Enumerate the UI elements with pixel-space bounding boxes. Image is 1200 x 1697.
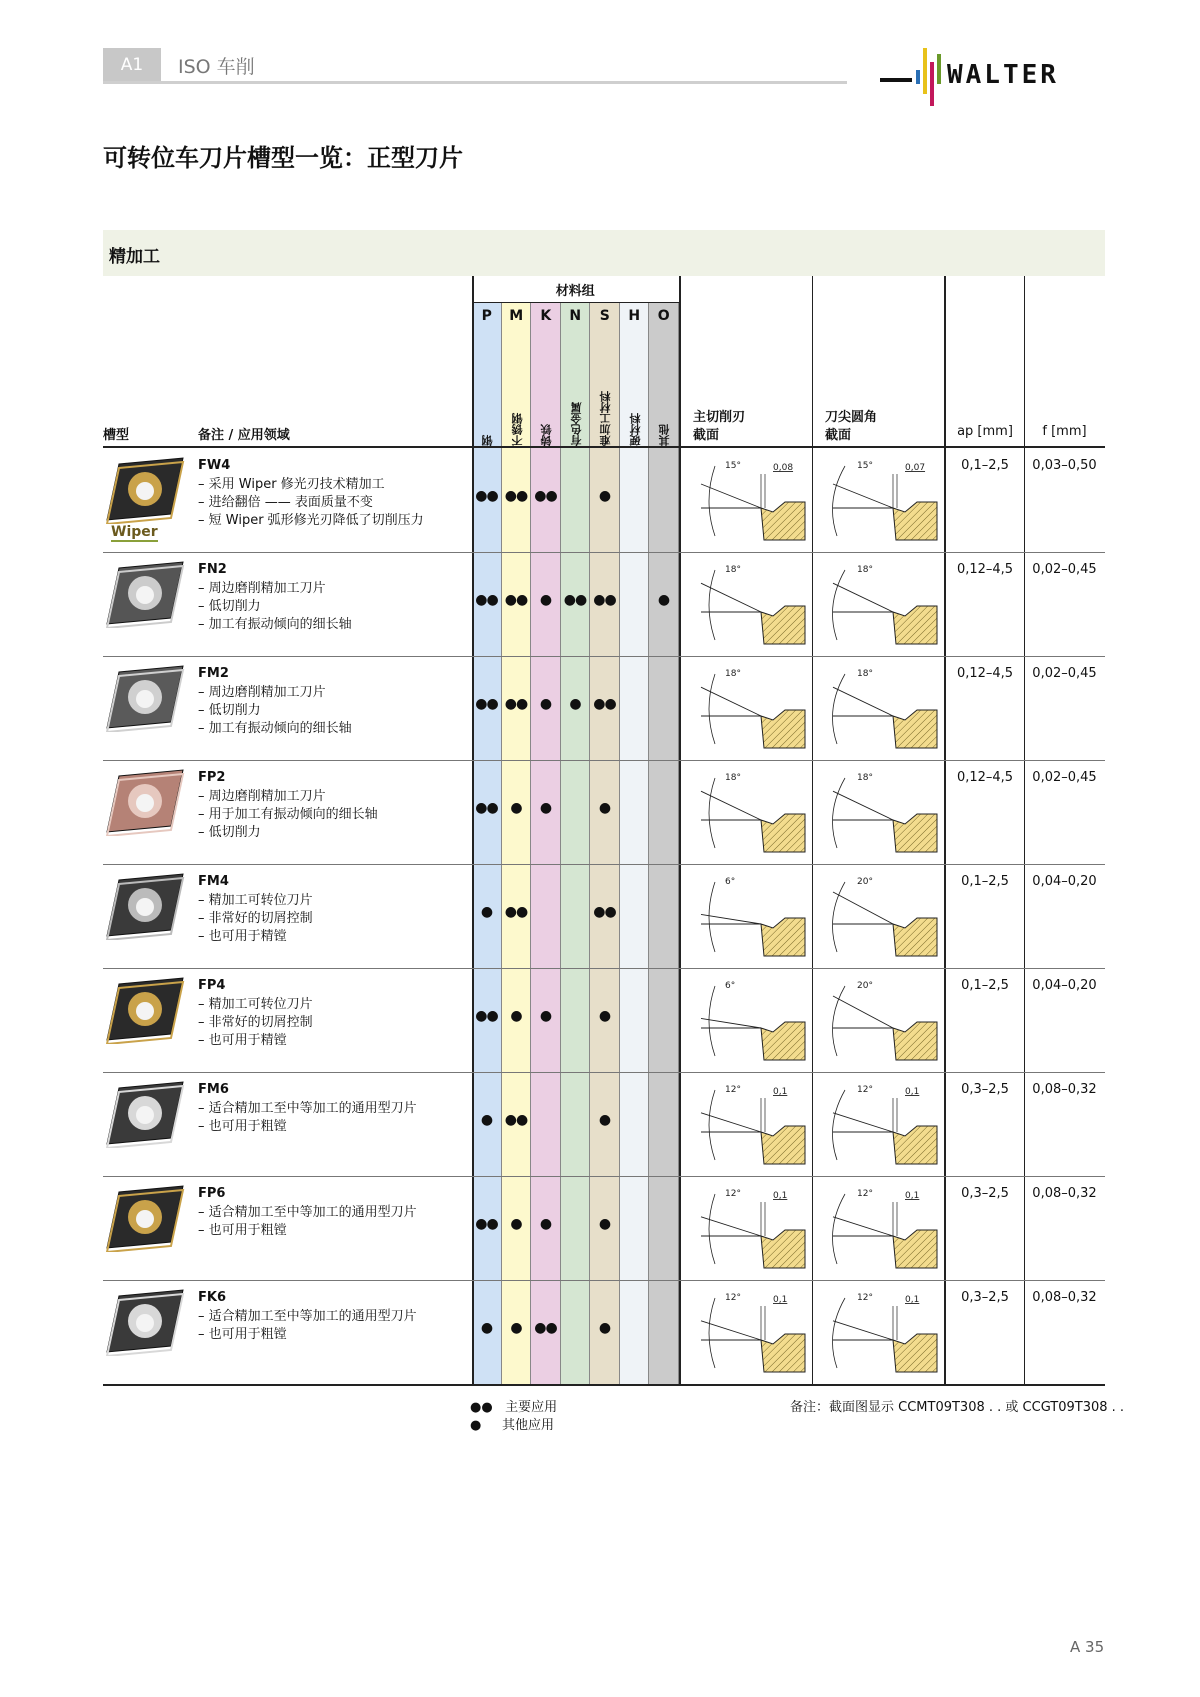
ap-range: 0,12–4,5 <box>956 770 1014 785</box>
main-edge-section-drawing <box>693 976 813 1066</box>
material-letter-h: H <box>628 308 641 324</box>
geometry-code: FK6 <box>198 1290 226 1305</box>
page-title: 可转位车刀片槽型一览：正型刀片 <box>103 144 463 172</box>
ap-range: 0,3–2,5 <box>961 1082 1009 1097</box>
header-ap: ap [mm] <box>957 424 1013 439</box>
svg-text:15°: 15° <box>857 461 873 471</box>
geometry-code: FM6 <box>198 1082 229 1097</box>
rating-s: ● <box>598 1008 611 1024</box>
corner-section-drawing <box>825 664 945 754</box>
note-line: – 精加工可转位刀片 <box>198 997 313 1012</box>
table-row-fp2 <box>103 760 1105 864</box>
material-name-h: 硬材料 <box>628 413 642 446</box>
corner-section-drawing <box>825 1288 945 1378</box>
table-row-fw4 <box>103 448 1105 552</box>
row-divider <box>103 1280 1105 1281</box>
material-letter-o: O <box>657 308 670 324</box>
ap-range: 0,1–2,5 <box>961 874 1009 889</box>
rating-s: ● <box>598 488 611 504</box>
material-letter-s: S <box>599 308 610 324</box>
application-notes <box>198 580 352 634</box>
application-notes <box>198 892 313 946</box>
logo-dash <box>880 78 912 82</box>
rating-p: ●● <box>475 1008 498 1024</box>
corner-section-drawing <box>825 456 945 546</box>
header-notes: 备注 / 应用领域 <box>198 428 290 443</box>
svg-text:6°: 6° <box>725 877 736 887</box>
rating-m: ●● <box>504 592 528 608</box>
table-row-fm4 <box>103 864 1105 968</box>
table-bottom-rule <box>103 1384 1105 1386</box>
row-divider <box>103 968 1105 969</box>
table-row-fp6 <box>103 1176 1105 1280</box>
row-divider <box>103 552 1105 553</box>
svg-text:12°: 12° <box>857 1085 873 1095</box>
main-edge-section-drawing <box>693 456 813 546</box>
svg-text:0,07: 0,07 <box>905 463 926 473</box>
rating-m: ●● <box>504 696 528 712</box>
rating-m: ● <box>510 1008 522 1024</box>
chapter-tab: A1 <box>103 48 161 82</box>
wiper-badge: Wiper <box>111 524 158 540</box>
note-line: – 也可用于粗镗 <box>198 1119 287 1134</box>
rating-s: ●● <box>593 904 616 920</box>
material-letter-m: M <box>509 308 524 324</box>
application-notes <box>198 1100 417 1136</box>
note-line: – 低切削力 <box>198 825 261 840</box>
svg-text:18°: 18° <box>725 669 741 679</box>
svg-text:20°: 20° <box>857 877 873 887</box>
insert-image-fp6 <box>105 1184 185 1252</box>
ap-range: 0,3–2,5 <box>961 1186 1009 1201</box>
note-line: – 也可用于粗镗 <box>198 1327 287 1342</box>
insert-image-fm2 <box>105 664 185 732</box>
rating-n: ● <box>569 696 581 712</box>
geometry-code: FW4 <box>198 458 231 473</box>
corner-section-drawing <box>825 976 945 1066</box>
note-line: – 进给翻倍 —— 表面质量不变 <box>198 495 373 510</box>
geometry-code: FP2 <box>198 770 226 785</box>
rating-s: ● <box>598 1112 611 1128</box>
rating-n: ●● <box>563 592 587 608</box>
main-edge-section-drawing <box>693 768 813 858</box>
svg-text:0,1: 0,1 <box>773 1295 788 1305</box>
rating-m: ●● <box>504 904 528 920</box>
legend-primary <box>470 1396 557 1415</box>
application-notes <box>198 788 378 842</box>
svg-text:20°: 20° <box>857 981 873 991</box>
svg-text:15°: 15° <box>725 461 741 471</box>
rating-s: ● <box>598 1320 611 1336</box>
note-line: – 也可用于精镗 <box>198 1033 287 1048</box>
rating-k: ●● <box>534 1320 557 1336</box>
svg-text:0,1: 0,1 <box>773 1191 788 1201</box>
note-line: – 适合精加工至中等加工的通用型刀片 <box>198 1101 417 1116</box>
rating-m: ●● <box>504 1112 528 1128</box>
f-range: 0,04–0,20 <box>1032 874 1097 889</box>
logo-bar-magenta <box>930 62 934 106</box>
material-letter-k: K <box>540 308 552 324</box>
note-line: – 非常好的切屑控制 <box>198 1015 313 1030</box>
note-line: – 短 Wiper 弧形修光刃降低了切削压力 <box>198 513 424 528</box>
note-line: – 周边磨削精加工刀片 <box>198 685 326 700</box>
row-divider <box>103 1176 1105 1177</box>
note-line: – 适合精加工至中等加工的通用型刀片 <box>198 1205 417 1220</box>
svg-text:18°: 18° <box>857 773 873 783</box>
main-edge-section-drawing <box>693 1288 813 1378</box>
material-name-s: 难加工材料 <box>599 391 612 446</box>
note-line: – 加工有振动倾向的细长轴 <box>198 617 352 632</box>
logo-bar-green <box>937 54 941 84</box>
rating-p: ● <box>480 904 493 920</box>
table-row-fn2 <box>103 552 1105 656</box>
header-geometry: 槽型 <box>103 428 130 443</box>
material-name-n: 有色金属 <box>569 402 583 446</box>
main-edge-section-drawing <box>693 1184 813 1274</box>
ap-range: 0,1–2,5 <box>961 458 1009 473</box>
insert-image-fk6 <box>105 1288 185 1356</box>
svg-text:12°: 12° <box>857 1293 873 1303</box>
section-heading: 精加工 <box>103 230 1105 276</box>
corner-section-drawing <box>825 560 945 650</box>
note-line: – 用于加工有振动倾向的细长轴 <box>198 807 378 822</box>
logo-wordmark: WALTER <box>947 60 1059 90</box>
note-line: – 加工有振动倾向的细长轴 <box>198 721 352 736</box>
f-range: 0,08–0,32 <box>1032 1186 1097 1201</box>
svg-text:0,1: 0,1 <box>773 1087 788 1097</box>
svg-text:6°: 6° <box>725 981 736 991</box>
rating-s: ● <box>598 800 611 816</box>
insert-image-fm6 <box>105 1080 185 1148</box>
row-divider <box>103 864 1105 865</box>
f-range: 0,02–0,45 <box>1032 666 1097 681</box>
rating-s: ● <box>598 1216 611 1232</box>
table-row-fm2 <box>103 656 1105 760</box>
svg-text:0,1: 0,1 <box>905 1295 920 1305</box>
header-divider <box>103 81 847 84</box>
material-name-k: 铸铁 <box>540 424 553 446</box>
rating-k: ● <box>539 800 552 816</box>
page-number: A 35 <box>1070 1638 1105 1656</box>
note-line: – 精加工可转位刀片 <box>198 893 313 908</box>
row-divider <box>103 760 1105 761</box>
note-line: – 也可用于精镗 <box>198 929 287 944</box>
svg-text:0,08: 0,08 <box>773 463 794 473</box>
corner-section-drawing <box>825 1184 945 1274</box>
main-edge-section-drawing <box>693 872 813 962</box>
material-letter-p: P <box>481 308 492 324</box>
rating-s: ●● <box>593 696 616 712</box>
main-edge-section-drawing <box>693 1080 813 1170</box>
application-notes <box>198 476 424 530</box>
note-line: – 低切削力 <box>198 703 261 718</box>
f-range: 0,02–0,45 <box>1032 770 1097 785</box>
geometry-code: FM4 <box>198 874 229 889</box>
table-row-fm6 <box>103 1072 1105 1176</box>
main-edge-section-drawing <box>693 664 813 754</box>
table-row-fp4 <box>103 968 1105 1072</box>
svg-text:18°: 18° <box>725 773 741 783</box>
logo-bar-blue <box>916 70 920 84</box>
f-range: 0,02–0,45 <box>1032 562 1097 577</box>
application-notes <box>198 1308 417 1344</box>
legend-primary-symbol: ●● <box>470 1400 493 1415</box>
svg-text:18°: 18° <box>857 669 873 679</box>
insert-image-fp2 <box>105 768 185 836</box>
rating-k: ● <box>539 1216 552 1232</box>
header-main-edge-section: 截面 <box>693 428 720 443</box>
rating-s: ●● <box>593 592 616 608</box>
main-edge-section-drawing <box>693 560 813 650</box>
rating-m: ● <box>510 1320 522 1336</box>
corner-section-drawing <box>825 1080 945 1170</box>
geometry-code: FP6 <box>198 1186 226 1201</box>
rating-m: ● <box>510 800 522 816</box>
f-range: 0,08–0,32 <box>1032 1082 1097 1097</box>
material-name-o: 其他 <box>658 424 671 446</box>
geometry-code: FN2 <box>198 562 227 577</box>
note-line: – 周边磨削精加工刀片 <box>198 581 326 596</box>
chapter-title: ISO 车削 <box>178 56 255 78</box>
header-corner: 刀尖圆角 <box>825 410 878 425</box>
application-notes <box>198 996 313 1050</box>
rating-m: ●● <box>504 488 528 504</box>
rating-k: ● <box>539 696 552 712</box>
ap-range: 0,12–4,5 <box>956 666 1014 681</box>
application-notes <box>198 684 352 738</box>
svg-text:12°: 12° <box>725 1189 741 1199</box>
rating-o: ● <box>657 592 670 608</box>
geometry-code: FP4 <box>198 978 226 993</box>
material-header-divider <box>472 302 679 303</box>
rating-p: ●● <box>475 800 498 816</box>
rating-p: ●● <box>475 1216 498 1232</box>
corner-section-drawing <box>825 872 945 962</box>
row-divider <box>103 656 1105 657</box>
corner-section-drawing <box>825 768 945 858</box>
rating-p: ●● <box>475 592 498 608</box>
svg-text:12°: 12° <box>725 1085 741 1095</box>
ap-range: 0,12–4,5 <box>956 562 1014 577</box>
insert-image-fm4 <box>105 872 185 940</box>
insert-image-fp4 <box>105 976 185 1044</box>
walter-logo <box>880 44 1110 104</box>
note-line: – 非常好的切屑控制 <box>198 911 313 926</box>
insert-geometry-table <box>103 276 1105 1388</box>
material-group-label: 材料组 <box>555 284 595 299</box>
insert-image-fw4 <box>105 456 185 524</box>
material-letter-n: N <box>569 308 582 324</box>
legend-secondary-label: 其他应用 <box>502 1418 555 1433</box>
material-name-m: 不锈钢 <box>510 413 524 446</box>
ap-range: 0,3–2,5 <box>961 1290 1009 1305</box>
svg-text:18°: 18° <box>857 565 873 575</box>
logo-bar-yellow <box>923 48 927 94</box>
application-notes <box>198 1204 417 1240</box>
rating-k: ● <box>539 1008 552 1024</box>
svg-text:0,1: 0,1 <box>905 1087 920 1097</box>
note-line: – 适合精加工至中等加工的通用型刀片 <box>198 1309 417 1324</box>
note-line: – 周边磨削精加工刀片 <box>198 789 326 804</box>
rating-p: ● <box>480 1112 493 1128</box>
note-line: – 也可用于粗镗 <box>198 1223 287 1238</box>
svg-text:12°: 12° <box>857 1189 873 1199</box>
f-range: 0,04–0,20 <box>1032 978 1097 993</box>
f-range: 0,08–0,32 <box>1032 1290 1097 1305</box>
rating-k: ●● <box>534 488 557 504</box>
ap-range: 0,1–2,5 <box>961 978 1009 993</box>
legend-primary-label: 主要应用 <box>505 1400 558 1415</box>
rating-p: ●● <box>475 696 498 712</box>
header-main-edge: 主切削刃 <box>693 410 746 425</box>
svg-text:18°: 18° <box>725 565 741 575</box>
legend-secondary <box>470 1414 554 1433</box>
rating-k: ● <box>539 592 552 608</box>
note-line: – 低切削力 <box>198 599 261 614</box>
geometry-code: FM2 <box>198 666 229 681</box>
f-range: 0,03–0,50 <box>1032 458 1097 473</box>
table-row-fk6 <box>103 1280 1105 1384</box>
insert-image-fn2 <box>105 560 185 628</box>
note-line: – 采用 Wiper 修光刃技术精加工 <box>198 477 385 492</box>
rating-m: ● <box>510 1216 522 1232</box>
rating-p: ●● <box>475 488 498 504</box>
header-f: f [mm] <box>1042 424 1087 439</box>
svg-text:0,1: 0,1 <box>905 1191 920 1201</box>
header-corner-section: 截面 <box>825 428 852 443</box>
rating-p: ● <box>480 1320 493 1336</box>
row-divider <box>103 1072 1105 1073</box>
svg-text:12°: 12° <box>725 1293 741 1303</box>
legend-secondary-symbol: ● <box>470 1418 482 1433</box>
material-name-p: 钢 <box>481 435 494 446</box>
footnote: 备注：截面图显示 CCMT09T308 . . 或 CCGT09T308 . . <box>790 1400 1125 1415</box>
